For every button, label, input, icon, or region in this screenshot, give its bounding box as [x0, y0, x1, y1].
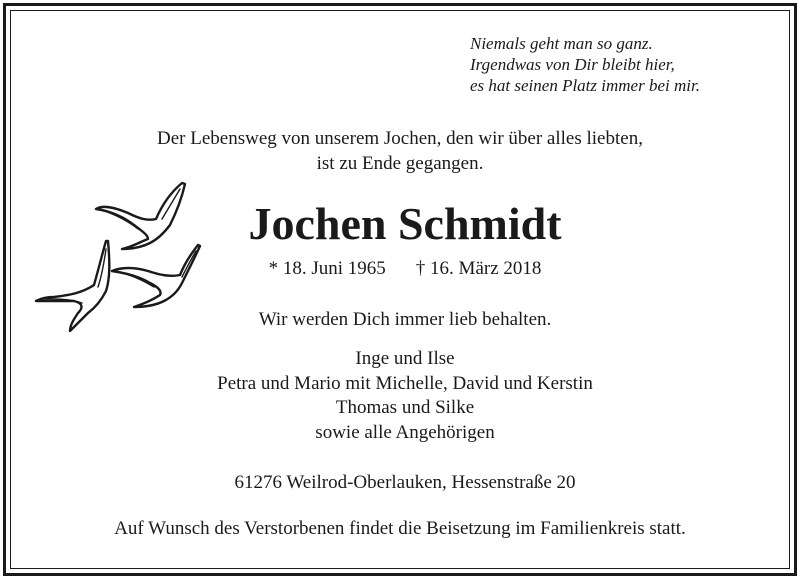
birth-date: * 18. Juni 1965 — [268, 258, 386, 279]
intro-text — [0, 126, 800, 176]
mourners-list — [5, 347, 800, 445]
address: 61276 Weilrod-Oberlauken, Hessenstraße 20 — [234, 472, 576, 493]
poem-line: es hat seinen Platz immer bei mir. — [470, 76, 700, 95]
mourner-line: Inge und Ilse — [355, 348, 455, 369]
mourner-line: sowie alle Angehörigen — [315, 421, 495, 443]
poem-line: Niemals geht man so ganz. — [470, 34, 653, 53]
death-date: † 16. März 2018 — [415, 258, 542, 279]
mourner-line: Petra und Mario mit Michelle, David und Kerstin — [217, 372, 593, 394]
deceased-name: Jochen Schmidt — [248, 198, 562, 249]
poem-line: Irgendwas von Dir bleibt hier, — [470, 55, 675, 74]
intro-line: Der Lebensweg von unserem Jochen, den wir über alles liebten, — [157, 128, 643, 149]
intro-line: ist zu Ende gegangen. — [316, 153, 484, 174]
memory-line: Wir werden Dich immer lieb behalten. — [258, 309, 552, 330]
life-dates — [5, 256, 800, 282]
funeral-notice: Auf Wunsch des Verstorbenen findet die Beisetzung im Familienkreis statt. — [114, 518, 686, 539]
mourner-line: Thomas und Silke — [335, 397, 475, 418]
poem — [470, 33, 780, 96]
